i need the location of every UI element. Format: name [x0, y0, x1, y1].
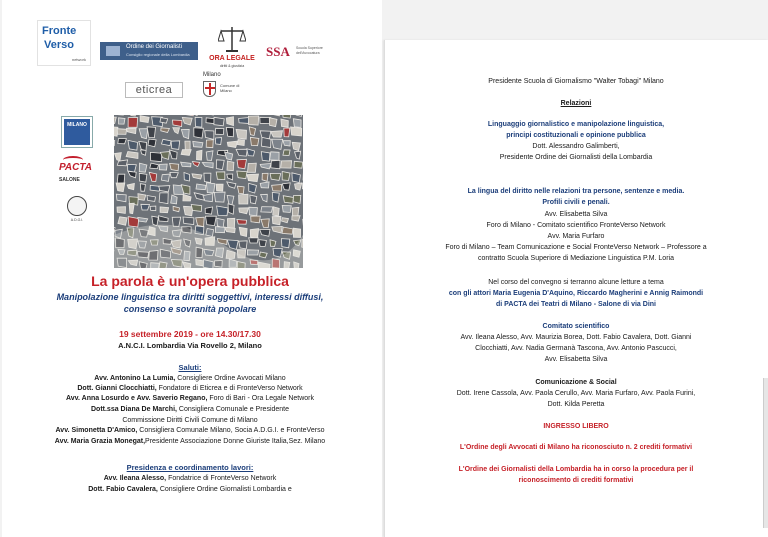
mosaic-tile: [115, 153, 122, 161]
mosaic-tile: [236, 129, 246, 139]
logo-text: Milano: [203, 72, 221, 78]
comunicazione-members: Dott. Irene Cassola, Avv. Paola Cerullo, Avv. Maria Furfaro, Avv. Paola Furini,: [456, 390, 696, 397]
odg-mark-icon: [106, 46, 120, 56]
mosaic-tile: [192, 174, 202, 179]
speaker-role: Consigliere Ordine Giornalisti Lombardia e: [157, 486, 292, 493]
logo-text: SSA: [266, 44, 290, 59]
logo-text: ORA LEGALE: [209, 55, 255, 62]
mosaic-tile: [149, 172, 157, 181]
mosaic-tile: [260, 252, 268, 258]
logo-text: Scuola Superiore dell'Avvocatura: [296, 46, 323, 55]
mosaic-tile: [281, 119, 288, 127]
mosaic-tile: [216, 184, 223, 191]
mosaic-tile: [260, 163, 271, 169]
left-page: [2, 0, 382, 537]
mosaic-tile: [159, 216, 169, 222]
logo-text: network: [71, 57, 86, 62]
mosaic-tile: [184, 115, 194, 116]
mosaic-tile: [270, 173, 281, 180]
mosaic-tile: [237, 140, 244, 146]
relazioni-heading: Relazioni: [560, 100, 592, 107]
mosaic-tile: [270, 240, 276, 247]
speaker-name: Avv. Antonino La Lumia,: [94, 375, 176, 382]
mosaic-tile: [227, 161, 234, 171]
event-date: 19 settembre 2019 - ore 14.30/17.30: [119, 329, 261, 339]
crediti-giornalisti: riconoscimento di crediti formativi: [518, 477, 634, 484]
mosaic-tile: [147, 196, 156, 202]
mosaic-tile: [260, 229, 270, 236]
logo-text: Fronte: [42, 25, 77, 37]
mosaic-tile: [127, 128, 137, 133]
mosaic-tile: [270, 152, 280, 161]
mosaic-tile: [261, 207, 273, 213]
mosaic-tile: [295, 115, 303, 116]
mosaic-tile: [249, 183, 257, 193]
mosaic-tile: [128, 217, 139, 227]
mosaic-tile: [227, 240, 238, 250]
comunicazione-members: Dott. Kilda Peretta: [547, 401, 605, 408]
adgi-seal-icon: [67, 196, 87, 216]
readings-text: Nel corso del convegno si terranno alcune letture a tema: [488, 279, 664, 286]
logo-text: Verso: [44, 39, 74, 51]
presidenza-heading: Presidenza e coordinamento lavori:: [126, 463, 254, 472]
mosaic-tile: [117, 129, 126, 135]
mosaic-tile: [118, 217, 127, 226]
mosaic-tile: [196, 184, 206, 190]
mosaic-tile: [237, 186, 244, 194]
mosaic-tile: [184, 206, 193, 216]
mosaic-tile: [239, 118, 250, 124]
comunicazione-heading: Comunicazione & Social: [535, 379, 617, 386]
mosaic-tile: [205, 207, 212, 214]
speaker-name: Dott.ssa Diana De Marchi,: [90, 406, 177, 413]
speaker-role: Commissione Diritti Civili Comune di Milano: [122, 417, 258, 424]
mosaic-tile: [148, 139, 156, 147]
saluti-line: [0, 384, 380, 393]
mosaic-tile: [171, 141, 180, 150]
saluti-line: [0, 374, 380, 383]
mosaic-tile: [160, 118, 168, 124]
mosaic-tile: [161, 128, 170, 133]
mosaic-tile: [117, 207, 126, 214]
mosaic-tile: [284, 128, 290, 137]
speaker-name: Avv. Maria Grazia Monegat,: [54, 438, 146, 445]
saluti-line: [0, 426, 380, 435]
mosaic-tile: [206, 140, 213, 148]
mosaic-tile: [292, 173, 301, 183]
fronteverso-logo: [37, 20, 91, 66]
mosaic-tile: [227, 218, 234, 228]
mosaic-tile: [250, 229, 259, 239]
mosaic-tile: [204, 173, 211, 182]
speaker-name: Avv. Ileana Alesso,: [103, 475, 167, 482]
mosaic-tile: [216, 172, 225, 180]
logo-text: Consiglio regionale della Lombardia: [126, 52, 190, 57]
mosaic-tile: [261, 219, 269, 228]
comitato-members: Avv. Elisabetta Silva: [544, 356, 608, 363]
mosaic-tile: [172, 217, 181, 227]
mosaic-tile: [273, 207, 280, 216]
mosaic-tile: [139, 163, 147, 172]
mosaic-tile: [191, 205, 202, 212]
mosaic-tile: [206, 183, 215, 193]
mosaic-tile: [196, 217, 205, 226]
mosaic-tile: [282, 172, 290, 181]
mosaic-tile: [269, 118, 277, 127]
mosaic-tile: [183, 194, 191, 201]
mosaic-tile: [150, 206, 156, 211]
mosaic-tile: [138, 194, 146, 201]
mosaic-image: [114, 115, 303, 268]
mosaic-tile: [283, 150, 290, 156]
relazione-role: Foro di Milano - Comitato scientifico FronteVerso Network: [486, 222, 666, 229]
mosaic-tile: [225, 152, 233, 160]
logo-text: MILANO: [67, 122, 87, 128]
event-subtitle: consenso e sovranità popolare: [123, 304, 257, 314]
mosaic-tile: [282, 227, 293, 234]
logo-text: PACTA: [59, 162, 92, 173]
mosaic-tile: [281, 161, 292, 168]
mosaic-tile: [247, 149, 255, 156]
mosaic-tile: [138, 217, 148, 222]
mosaic-tile: [170, 172, 178, 177]
readings-actors: di PACTA dei Teatri di Milano - Salone di via Dini: [496, 301, 656, 308]
speaker-name: Dott. Gianni Clocchiatti,: [77, 385, 157, 392]
speaker-name: Avv. Simonetta D'Amico,: [55, 427, 138, 434]
speaker-role: Consigliera Comunale e Presidente: [176, 406, 290, 413]
mosaic-tile: [162, 139, 172, 145]
mosaic-tile: [170, 163, 179, 170]
logo-text: Ordine dei Giornalisti: [126, 44, 183, 50]
relazione-speaker: Dott. Alessandro Galimberti,: [532, 143, 620, 150]
adgi-logo: [63, 196, 91, 226]
relazione-speaker: Avv. Elisabetta Silva: [544, 211, 608, 218]
mosaic-tile: [181, 162, 191, 167]
mosaic-tile: [259, 240, 267, 247]
relazione-role: Presidente Ordine dei Giornalisti della Lombardia: [499, 154, 653, 161]
mosaic-tile: [248, 163, 257, 172]
mosaic-tile: [214, 117, 224, 126]
event-venue: A.N.C.I. Lombardia Via Rovello 2, Milano: [118, 341, 262, 350]
mosaic-tile: [261, 152, 270, 162]
relazione-speaker: Avv. Maria Furfaro: [547, 233, 605, 240]
presidenza-continued: Presidente Scuola di Giornalismo "Walter Tobagi" Milano: [488, 78, 664, 85]
mosaic-tile: [170, 150, 178, 159]
mosaic-tile: [126, 152, 138, 159]
ssa-logo: [266, 42, 330, 64]
mosaic-tile: [116, 194, 126, 202]
mosaic-tile: [127, 183, 134, 189]
mosaic-tile: [282, 115, 291, 118]
mosaic-tile: [239, 241, 247, 249]
mosaic-tile: [271, 131, 283, 138]
mosaic-tile: [294, 161, 303, 168]
mosaic-tile: [139, 129, 148, 139]
mosaic-tile: [250, 195, 257, 204]
mosaic-tile: [248, 116, 258, 125]
speaker-name: Dott. Fabio Cavalera,: [88, 486, 158, 493]
mosaic-tile: [226, 128, 233, 137]
ora-legale-logo: [204, 25, 260, 70]
mosaic-tile: [247, 250, 258, 255]
mosaic-tile: [131, 115, 137, 116]
mosaic-tile: [239, 194, 249, 204]
mosaic-tile: [249, 127, 255, 136]
mosaic-tile: [206, 216, 217, 225]
mosaic-tile: [171, 195, 177, 204]
pacta-logo: [57, 156, 99, 188]
mosaic-tile: [302, 183, 303, 190]
mosaic-tile: [184, 173, 190, 182]
mosaic-tile: [226, 117, 233, 126]
mosaic-tile: [118, 139, 127, 144]
mosaic-tile: [295, 151, 301, 159]
mosaic-tile: [227, 182, 236, 188]
presidenza-line: [0, 485, 380, 494]
mosaic-tile: [250, 137, 259, 145]
mosaic-tile: [193, 141, 203, 147]
ingresso-libero: INGRESSO LIBERO: [543, 423, 609, 430]
logo-text: Comune di Milano: [220, 83, 240, 93]
mosaic-tile: [173, 128, 180, 134]
crediti-avvocati: L'Ordine degli Avvocati di Milano ha riconosciuto n. 2 crediti formativi: [459, 444, 693, 451]
mosaic-tile: [283, 196, 293, 204]
mosaic-tile: [197, 150, 203, 160]
mosaic-tile: [262, 173, 268, 181]
mosaic-tile: [283, 141, 290, 146]
mosaic-tile: [247, 174, 259, 182]
mosaic-tile: [273, 249, 282, 258]
mosaic-tile: [272, 185, 282, 192]
logo-text: diritti & giustizia: [219, 64, 245, 68]
mosaic-tile: [214, 192, 225, 202]
mosaic-tile: [147, 127, 155, 138]
mosaic-tile: [215, 128, 224, 134]
mosaic-tile: [239, 227, 247, 236]
logo-text: A.D.G.I.: [70, 218, 84, 222]
mosaic-tile: [251, 216, 261, 223]
mosaic-tile: [159, 186, 170, 192]
saluti-line: [0, 416, 380, 425]
mosaic-tile: [128, 171, 136, 178]
mosaic-tile: [205, 131, 214, 140]
mosaic-tile: [293, 228, 300, 237]
mosaic-tile: [239, 208, 249, 214]
comitato-members: Clocchiatti, Avv. Nadia Germanà Tascona, Avv. Antonio Pascucci,: [475, 345, 677, 352]
mosaic-tile: [272, 216, 281, 225]
mosaic-tile: [139, 173, 147, 182]
mosaic-tile: [119, 118, 126, 124]
mosaic-tile: [128, 164, 137, 172]
comitato-heading: Comitato scientifico: [542, 323, 610, 330]
speaker-role: Fondatore di Eticrea e di FronteVerso Network: [156, 385, 303, 392]
speaker-role: Consigliera Comunale Milano, Socia A.D.G.I. e FronteVerso: [137, 427, 325, 434]
milano-crest-icon: [203, 81, 216, 97]
mosaic-tile: [139, 141, 147, 150]
mosaic-tile: [192, 162, 199, 167]
relazione-title: La lingua del diritto nelle relazioni tra persone, sentenze e media.: [467, 188, 685, 195]
mosaic-tile: [114, 139, 115, 146]
mosaic-tile: [216, 160, 224, 170]
speaker-role: Fondatrice di FronteVerso Network: [166, 475, 277, 482]
mosaic-tile: [282, 205, 291, 212]
mosaic-tile: [261, 194, 268, 202]
mosaic-tile: [228, 204, 234, 214]
mosaic-tile: [128, 118, 138, 128]
relazione-title: principi costituzionali e opinione pubblica: [506, 132, 646, 139]
event-subtitle: Manipolazione linguistica tra diritti soggettivi, interessi diffusi,: [56, 292, 324, 302]
mosaic-tile: [272, 193, 279, 203]
mosaic-tile: [271, 160, 280, 168]
mosaic-tile: [237, 159, 247, 169]
mosaic-tile: [150, 163, 159, 169]
saluti-line: [0, 394, 380, 403]
speaker-role: Foro di Bari - Ora Legale Network: [207, 395, 315, 402]
mosaic-tile: [160, 207, 169, 213]
mosaic-tile: [194, 128, 204, 139]
relazione-title: Linguaggio giornalistico e manipolazione linguistica,: [487, 121, 665, 128]
mosaic-tile: [140, 116, 149, 123]
relazione-title: Profili civili e penali.: [542, 199, 610, 206]
mosaic-tile: [282, 218, 289, 223]
mosaic-tile: [116, 183, 125, 192]
mosaic-tile: [159, 164, 167, 170]
mosaic-tile: [195, 117, 202, 127]
mosaic-tile: [227, 141, 237, 147]
mosaic-tile: [262, 137, 271, 147]
mosaic-tile: [282, 183, 290, 190]
speaker-role: Consigliere Ordine Avvocati Milano: [175, 375, 286, 382]
eticrea-logo: eticrea: [125, 82, 183, 98]
ordine-giornalisti-logo: [100, 42, 198, 60]
mosaic-tile: [183, 217, 194, 225]
mosaic-tile: [272, 139, 283, 149]
mosaic-tile: [249, 207, 257, 216]
mosaic-tile: [292, 142, 300, 150]
comitato-members: Avv. Ileana Alesso, Avv. Maurizia Borea, Dott. Fabio Cavalera, Dott. Gianni: [460, 334, 692, 341]
speaker-name: Avv. Anna Losurdo e Avv. Saverio Regano,: [65, 395, 208, 402]
mosaic-tile: [182, 117, 192, 125]
mosaic-tile: [181, 129, 189, 138]
mosaic-tile: [159, 193, 168, 204]
mosaic-tile: [281, 239, 289, 248]
mosaic-tile: [293, 119, 301, 128]
mosaic-tile: [227, 174, 233, 180]
mosaic-tile: [236, 149, 247, 156]
comune-milano-logo: [199, 72, 249, 106]
mosaic-tile: [152, 216, 159, 226]
mosaic-tile: [129, 203, 134, 214]
mosaic-tile: [173, 120, 182, 127]
mosaic-tile: [237, 171, 247, 179]
saluti-line: [0, 405, 380, 414]
mosaic-tile: [217, 218, 224, 227]
mosaic-tile: [141, 204, 150, 210]
mosaic-tile: [141, 150, 147, 155]
mosaic-tile: [295, 183, 302, 190]
event-title: La parola è un'opera pubblica: [91, 273, 289, 289]
mosaic-tile: [260, 182, 269, 188]
mosaic-tile: [114, 117, 116, 123]
mosaic-tile: [128, 140, 138, 150]
presidenza-line: [0, 474, 380, 483]
mosaic-tile: [292, 216, 300, 222]
mosaic-tile: [173, 206, 179, 211]
mosaic-tile: [224, 227, 235, 233]
mosaic-tiles: [114, 115, 303, 268]
scales-icon: [218, 25, 246, 55]
mosaic-tile: [206, 151, 213, 161]
mosaic-tile: [181, 150, 191, 156]
mosaic-tile: [216, 138, 222, 145]
mosaic-tile: [272, 115, 281, 116]
mosaic-tile: [293, 195, 301, 203]
mosaic-tile: [202, 163, 213, 168]
speaker-role: Presidente Associazione Donne Giuriste Italia,Sez. Milano: [145, 438, 326, 445]
relazione-role: contratto Scuola Superiore di Mediazione Linguistica P.M. Loria: [478, 255, 674, 262]
mosaic-tile: [249, 238, 259, 243]
saluti-line: [0, 437, 380, 446]
crediti-giornalisti: L'Ordine dei Giornalisti della Lombardia ha in corso la procedura per il: [458, 466, 694, 473]
mosaic-tile: [237, 220, 247, 225]
saluti-heading: Saluti:: [178, 363, 202, 372]
mosaic-tile: [140, 184, 145, 192]
mosaic-tile: [193, 115, 199, 116]
mosaic-tile: [291, 127, 302, 136]
readings-actors: con gli attori Maria Eugenia D'Aquino, Riccardo Magherini e Annig Raimondi: [448, 290, 704, 297]
relazione-role: Foro di Milano – Team Comunicazione e Social FronteVerso Network – Professore a: [445, 244, 707, 251]
mosaic-tile: [161, 174, 169, 181]
ordine-avvocati-logo: [62, 117, 92, 147]
logo-text: SALONE: [59, 177, 80, 183]
mosaic-tile: [272, 226, 283, 233]
mosaic-tile: [215, 227, 225, 233]
mosaic-tile: [150, 152, 161, 161]
mosaic-tile: [217, 206, 228, 216]
